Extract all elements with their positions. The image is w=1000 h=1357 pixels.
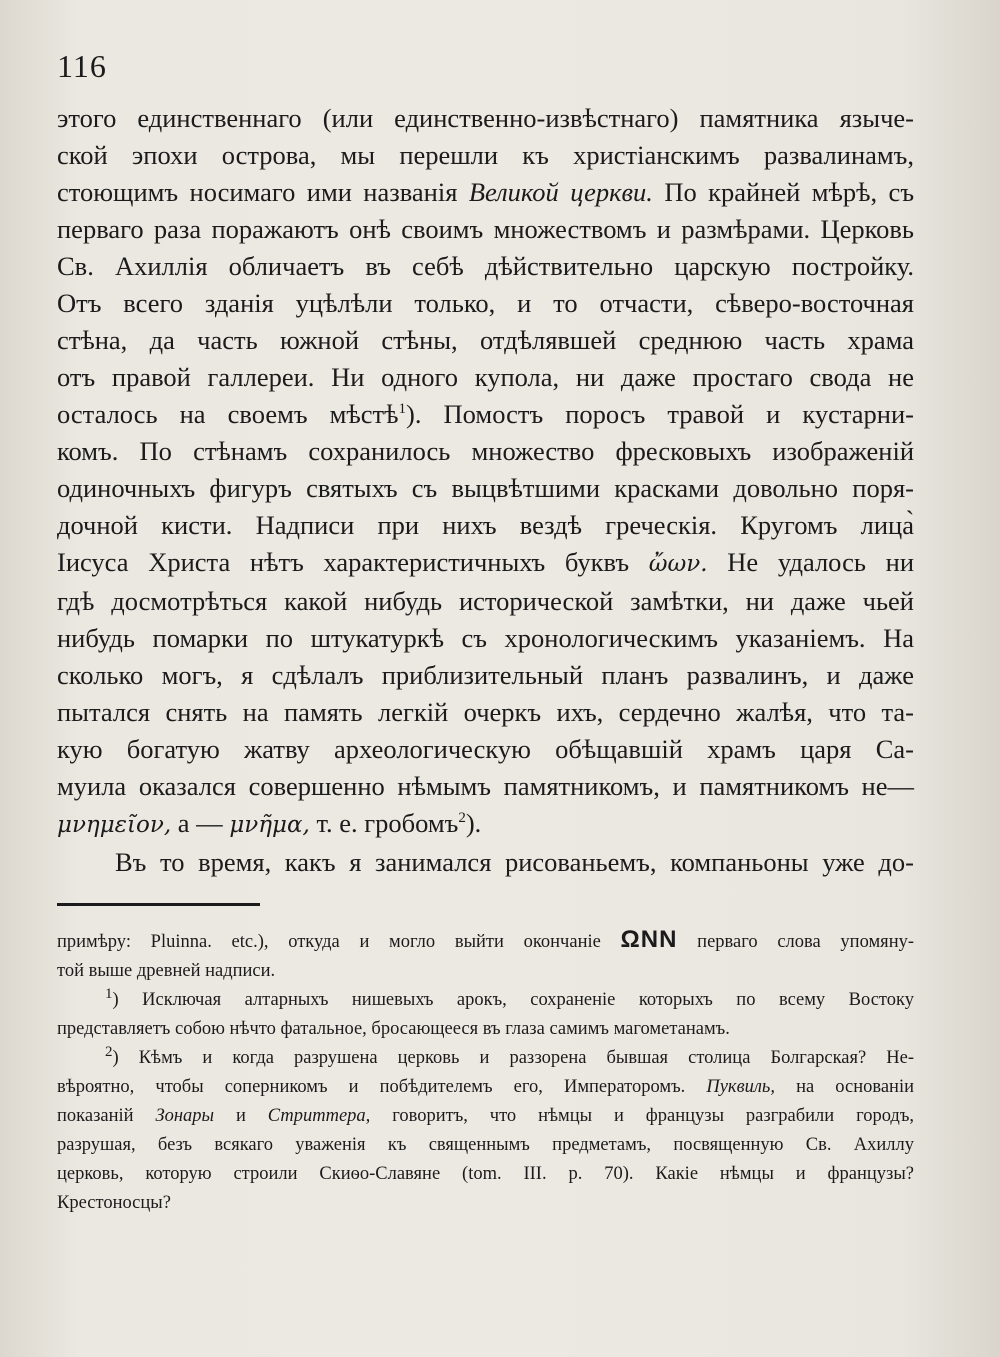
footnote-mark-1: 1 xyxy=(105,985,113,1002)
text-line: Отъ всего зданія уцѣлѣли только, и то отчасти, сѣверо-восточная xyxy=(57,288,914,318)
text-line: отъ правой галлереи. Ни одного купола, ни даже простаго свода не xyxy=(57,362,914,392)
footnote-line: той выше древней надписи. xyxy=(57,961,276,981)
text-fragment: и xyxy=(235,1106,246,1126)
text-fragment: показаній xyxy=(57,1106,134,1126)
text-fragment: вѣроятно, чтобы соперникомъ и побѣдителемъ его, Императоромъ. xyxy=(57,1077,686,1097)
italic-name: Стриттера, xyxy=(267,1106,371,1126)
text-line xyxy=(57,174,914,211)
text-line: сколько могъ, я сдѣлалъ приблизительный планъ развалинъ, и даже xyxy=(57,660,914,690)
text-line xyxy=(57,805,914,844)
footnote-separator xyxy=(57,903,260,906)
footnote-1 xyxy=(57,986,914,1015)
footnote-mark-2: 2 xyxy=(105,1043,113,1060)
text-fragment: на основаніи xyxy=(796,1077,914,1097)
text-fragment: перваго слова упомяну- xyxy=(697,932,915,952)
text-line: дочной кисти. Надписи при нихъ вездѣ греческія. Кругомъ лица̀ xyxy=(57,510,914,540)
text-fragment: Іисуса Христа нѣтъ характеристичныхъ буквъ xyxy=(57,547,630,577)
text-fragment: ) Кѣмъ и когда разрушена церковь и раззорена бывшая столица Болгарская? Не- xyxy=(112,1048,914,1068)
text-fragment: ). Помостъ поросъ травой и кустарни- xyxy=(406,399,914,429)
footnote-line xyxy=(57,1073,914,1102)
inscription-letters: ΩΝΝ xyxy=(620,926,678,953)
footnote-line: Крестоносцы? xyxy=(57,1193,171,1213)
text-line: муила оказался совершенно нѣмымъ памятникомъ, и памятникомъ не— xyxy=(57,771,914,801)
text-line: гдѣ досмотрѣться какой нибудь исторической замѣтки, ни даже чьей xyxy=(57,586,914,616)
text-line: этого единственнаго (или единственно-извѣстнаго) памятника языче- xyxy=(57,103,914,133)
text-fragment: стоющимъ носимаго ими названія xyxy=(57,177,458,207)
text-line: Св. Ахиллія обличаетъ въ себѣ дѣйствительно царскую постройку. xyxy=(57,251,914,281)
footnotes-block xyxy=(57,925,914,1218)
footnote-ref-2: 2 xyxy=(458,810,466,827)
footnote-2 xyxy=(57,1044,914,1073)
text-fragment: ). xyxy=(465,808,482,838)
italic-name: Зонары xyxy=(155,1106,215,1126)
page-number: 116 xyxy=(57,48,107,84)
text-line: ской эпохи острова, мы перешли къ христіанскимъ развалинамъ, xyxy=(57,140,914,170)
text-line: стѣна, да часть южной стѣны, отдѣлявшей среднюю часть храма xyxy=(57,325,914,355)
text-fragment: ) Исключая алтарныхъ нишевыхъ арокъ, сохраненіе которыхъ по всему Востоку xyxy=(112,990,914,1010)
footnote-ref-1: 1 xyxy=(398,401,407,418)
footnote-line xyxy=(57,925,914,957)
text-line: перваго раза поражаютъ онѣ своимъ множествомъ и размѣрами. Церковь xyxy=(57,214,914,244)
greek-word: ὤων. xyxy=(648,551,708,577)
text-fragment: примѣру: Pluinna. etc.), откуда и могло выйти окончаніе xyxy=(57,932,601,952)
text-line: Въ то время, какъ я занимался рисованьемъ, компаньоны уже до- xyxy=(115,847,914,877)
text-line xyxy=(57,544,914,583)
footnote-line: представляетъ собою нѣчто фатальное, бросающееся въ глаза самимъ магометанамъ. xyxy=(57,1019,730,1039)
text-fragment: По крайней мѣрѣ, съ xyxy=(664,177,915,207)
footnote-line: церковь, которую строили Скиѳо-Славяне (tom. III. p. 70). Какіе нѣмцы и французы? xyxy=(57,1164,914,1184)
italic-title: Великой церкви. xyxy=(468,177,653,207)
text-line: комъ. По стѣнамъ сохранилось множество фресковыхъ изображеній xyxy=(57,436,914,466)
text-line: кую богатую жатву археологическую обѣщавшій храмъ царя Са- xyxy=(57,734,914,764)
footnote-line: разрушая, безъ всякаго уваженія къ священнымъ предметамъ, посвященную Св. Ахиллу xyxy=(57,1135,914,1155)
footnote-line xyxy=(57,1102,914,1131)
text-fragment: говоритъ, что нѣмцы и французы разграбили городъ, xyxy=(392,1106,915,1126)
text-line: нибудь помарки по штукатуркѣ съ хронологическимъ указаніемъ. На xyxy=(57,623,914,653)
text-fragment: т. е. гробомъ xyxy=(316,808,459,838)
main-text-block xyxy=(57,100,914,881)
greek-word: μνῆμα, xyxy=(229,812,310,838)
text-fragment: а — xyxy=(177,808,223,838)
text-line: одиночныхъ фигуръ святыхъ съ выцвѣтшими красками довольно поря- xyxy=(57,473,914,503)
text-fragment: Не удалось ни xyxy=(727,547,914,577)
greek-word: μνημεῖον, xyxy=(57,812,172,838)
text-fragment: осталось на своемъ мѣстѣ xyxy=(57,399,399,429)
text-line xyxy=(57,396,914,433)
italic-name: Пуквиль, xyxy=(706,1077,775,1097)
text-line: пытался снять на память легкій очеркъ ихъ, сердечно жалѣя, что та- xyxy=(57,697,914,727)
